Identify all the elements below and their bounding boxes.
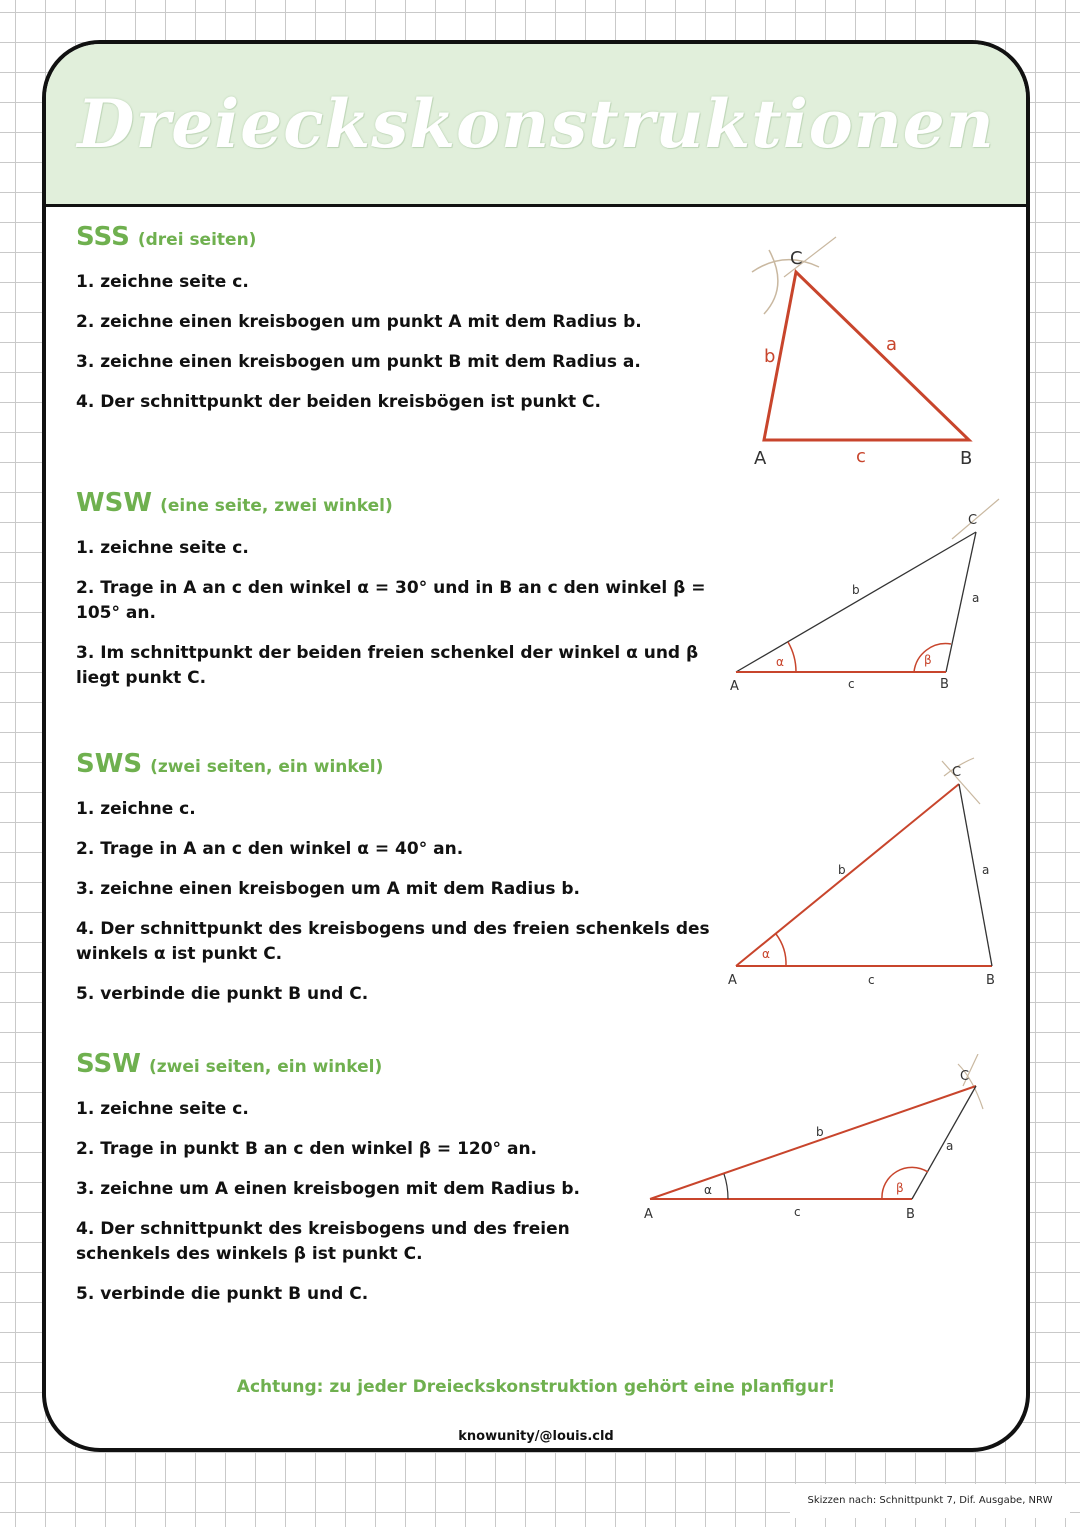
section-heading-label: SSW bbox=[76, 1049, 141, 1079]
side-label: b bbox=[838, 863, 846, 877]
section-subtitle: (drei seiten) bbox=[137, 230, 257, 250]
vertex-label: C bbox=[790, 248, 803, 269]
side-a-line bbox=[912, 1086, 976, 1199]
side-label: c bbox=[848, 677, 855, 691]
angle-arc bbox=[788, 642, 796, 672]
step: 2. Trage in A an c den winkel α = 30° und in B an c den winkel β = 105° an. bbox=[76, 578, 706, 623]
step: 2. zeichne einen kreisbogen um punkt A mit dem Radius b. bbox=[76, 312, 642, 332]
angle-arc bbox=[724, 1174, 728, 1199]
section-heading bbox=[76, 488, 726, 518]
step: 4. Der schnittpunkt der beiden kreisbögen ist punkt C. bbox=[76, 392, 601, 412]
warning-note: Achtung: zu jeder Dreieckskonstruktion gehört eine planfigur! bbox=[236, 1377, 836, 1397]
angle-label: α bbox=[704, 1183, 712, 1197]
section-sss bbox=[76, 222, 726, 430]
vertex-label: B bbox=[960, 448, 973, 469]
sss-triangle-figure bbox=[724, 232, 994, 472]
page-title: Dreieckskonstruktionen bbox=[77, 85, 995, 163]
section-sws bbox=[76, 749, 726, 1022]
side-label: a bbox=[886, 334, 898, 355]
vertex-label: C bbox=[968, 513, 978, 528]
section-heading-label: SSS bbox=[76, 222, 130, 252]
vertex-label: A bbox=[754, 448, 767, 469]
side-label: a bbox=[982, 863, 990, 877]
credit: knowunity/@louis.cld bbox=[458, 1429, 614, 1444]
step: 5. verbinde die punkt B und C. bbox=[76, 984, 369, 1004]
side-b-line bbox=[736, 784, 959, 966]
section-subtitle: (eine seite, zwei winkel) bbox=[160, 496, 393, 516]
step: 1. zeichne seite c. bbox=[76, 272, 249, 292]
source-note: Skizzen nach: Schnittpunkt 7, Dif. Ausgabe, NRW bbox=[790, 1484, 1070, 1518]
vertex-label: A bbox=[728, 973, 737, 988]
vertex-label: A bbox=[644, 1207, 653, 1222]
section-heading-label: WSW bbox=[76, 488, 153, 518]
title-banner bbox=[46, 44, 1026, 207]
vertex-label: C bbox=[960, 1069, 970, 1084]
side-label: b bbox=[816, 1125, 824, 1139]
ssw-triangle-figure bbox=[638, 1054, 998, 1224]
step: 3. zeichne um A einen kreisbogen mit dem Radius b. bbox=[76, 1179, 580, 1199]
vertex-label: C bbox=[952, 765, 962, 780]
step: 1. zeichne seite c. bbox=[76, 1099, 249, 1119]
vertex-label: A bbox=[730, 679, 739, 694]
construction-arc bbox=[752, 260, 819, 272]
section-subtitle: (zwei seiten, ein winkel) bbox=[148, 1057, 383, 1077]
section-heading-label: SWS bbox=[76, 749, 143, 779]
step: 1. zeichne c. bbox=[76, 799, 196, 819]
side-label: b bbox=[764, 346, 776, 367]
step: 5. verbinde die punkt B und C. bbox=[76, 1284, 369, 1304]
section-subtitle: (zwei seiten, ein winkel) bbox=[150, 757, 384, 777]
side-label: a bbox=[946, 1139, 954, 1153]
side-b-line bbox=[650, 1086, 976, 1199]
step: 2. Trage in punkt B an c den winkel β = 120° an. bbox=[76, 1139, 538, 1159]
angle-label: α bbox=[762, 947, 770, 961]
section-heading bbox=[76, 749, 726, 779]
side-label: c bbox=[868, 973, 875, 987]
section-wsw bbox=[76, 488, 726, 706]
section-ssw bbox=[76, 1049, 596, 1322]
side-label: a bbox=[972, 591, 980, 605]
side-label: b bbox=[852, 583, 860, 597]
vertex-label: B bbox=[906, 1207, 915, 1222]
step: 3. zeichne einen kreisbogen um A mit dem Radius b. bbox=[76, 879, 580, 899]
triangle bbox=[764, 272, 969, 440]
angle-arc bbox=[914, 644, 951, 672]
step: 4. Der schnittpunkt des kreisbogens und des freien schenkels des winkels α ist punkt C. bbox=[76, 919, 710, 964]
step: 3. zeichne einen kreisbogen um punkt B mit dem Radius a. bbox=[76, 352, 641, 372]
sws-triangle-figure bbox=[724, 756, 1014, 996]
side-b-line bbox=[736, 532, 976, 672]
step: 4. Der schnittpunkt des kreisbogens und des freien schenkels des winkels β ist punkt C. bbox=[76, 1219, 570, 1264]
angle-label: β bbox=[896, 1181, 904, 1195]
wsw-triangle-figure bbox=[724, 494, 1014, 704]
step: 1. zeichne seite c. bbox=[76, 538, 249, 558]
angle-arc bbox=[776, 934, 786, 966]
construction-arc bbox=[764, 250, 778, 314]
step: 3. Im schnittpunkt der beiden freien schenkel der winkel α und β liegt punkt C. bbox=[76, 643, 699, 688]
section-heading bbox=[76, 1049, 596, 1079]
side-label: c bbox=[794, 1205, 801, 1219]
vertex-label: B bbox=[986, 973, 995, 988]
step: 2. Trage in A an c den winkel α = 40° an. bbox=[76, 839, 464, 859]
side-label: c bbox=[856, 446, 866, 467]
angle-label: β bbox=[924, 653, 932, 667]
section-heading bbox=[76, 222, 726, 252]
angle-label: α bbox=[776, 655, 784, 669]
content-card bbox=[42, 40, 1030, 1452]
vertex-label: B bbox=[940, 677, 949, 692]
